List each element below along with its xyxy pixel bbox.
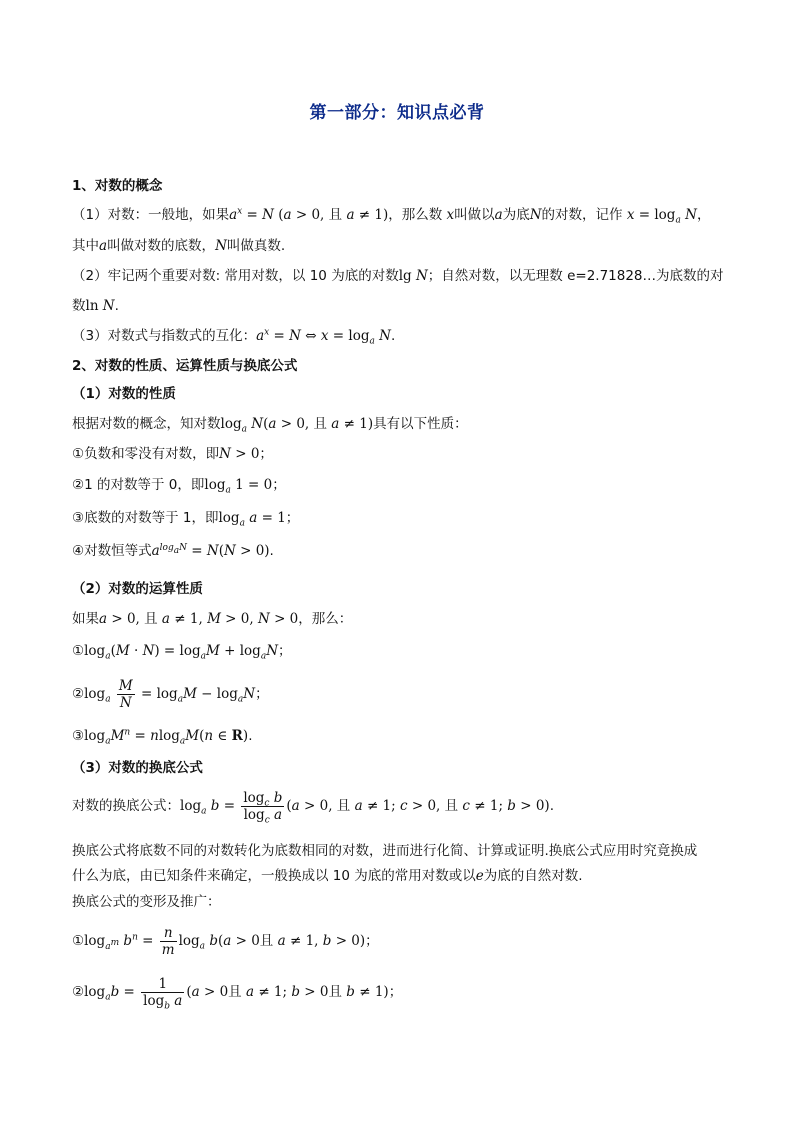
operation-rule-1: $①\log_a(M \cdot N) = \log_aM + \log_aN$； <box>72 643 292 662</box>
change-of-base-desc-1: 换底公式将底数不同的对数转化为底数相同的对数，进而进行化简、计算或证明.换底公式应用时究竟换成 <box>72 843 698 859</box>
important-logs-line-1: （2）牢记两个重要对数: 常用对数，以 10 为底的对数lg N；自然对数，以无理数 e=2.71828…为底数的对 <box>72 268 724 284</box>
property-2: ②1 的对数等于 0，即$\log_a 1 = 0$； <box>72 477 286 496</box>
operation-rule-3: $③\log_aM^n = nlog_aM(n$ ∈ R). <box>72 727 253 747</box>
subsection-change-of-base: （3）对数的换底公式 <box>72 760 203 776</box>
extension-rule-1: $①\log_{a^m}$ $b^n$ = $\frac{n}{m}$ $\log_a b(a > 0$且 a ≠ 1, b > 0)； <box>72 924 379 958</box>
change-of-base-formula: 对数的换底公式：$\log_a b$ = $\frac{\log_c b}{\log_c a}$ (a > 0, 且 a ≠ 1; c > 0, 且 c ≠ 1; b > 0). <box>72 789 554 826</box>
page-title: 第一部分：知识点必背 <box>309 103 485 123</box>
property-3: ③底数的对数等于 1，即$\log_a a = 1$； <box>72 510 300 529</box>
extension-rule-2: $②\log_ab$ = $\frac{1}{\log_b a}$ (a > 0且 a ≠ 1; b > 0且 b ≠ 1)； <box>72 975 403 1012</box>
section-1-heading: 1、对数的概念 <box>72 178 163 194</box>
important-logs-line-2: 数ln N. <box>72 298 119 314</box>
change-of-base-desc-2: 什么为底，由已知条件来确定，一般换成以 10 为底的常用对数或以e为底的自然对数. <box>72 868 583 884</box>
definition-line-2: 其中a叫做对数的底数，N叫做真数. <box>72 238 286 254</box>
extensions-heading: 换底公式的变形及推广： <box>72 894 221 910</box>
section-2-heading: 2、对数的性质、运算性质与换底公式 <box>72 358 298 374</box>
operations-condition: 如果a > 0, 且 a ≠ 1, M > 0, N > 0，那么： <box>72 611 353 627</box>
operation-rule-2: $②\log_a$ $\frac{M}{N}$ = $\log_aM - \log_aN$； <box>72 677 269 711</box>
properties-intro: 根据对数的概念，知对数$\log_a N(a > 0$, 且 a ≠ 1)具有以下性质： <box>72 416 468 435</box>
property-1: ①负数和零没有对数，即N > 0； <box>72 446 273 462</box>
definition-line-1: （1）对数：一般地，如果$a^x = N$ (a > 0, 且 a ≠ 1)，那么数 x叫做以a为底N的对数，记作 $x = \log_a N$， <box>72 206 711 226</box>
property-4: ④对数恒等式$a^{log_aN} = N(N > 0)$. <box>72 542 274 559</box>
subsection-properties: （1）对数的性质 <box>72 386 176 402</box>
subsection-operations: （2）对数的运算性质 <box>72 581 203 597</box>
conversion-line: （3）对数式与指数式的互化：$a^x = N$ ⇔ $x = \log_a N$. <box>72 327 396 347</box>
